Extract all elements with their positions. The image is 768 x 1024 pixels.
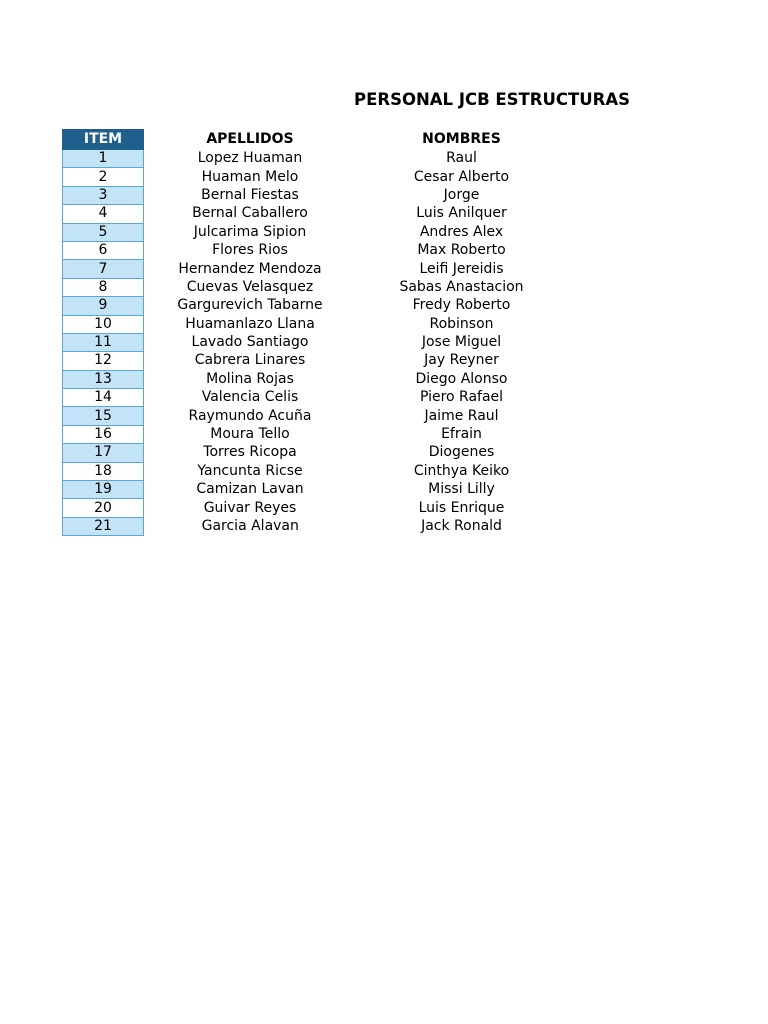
apellidos-cell: Valencia Celis [201, 389, 299, 406]
apellidos-cell: Bernal Caballero [192, 205, 308, 222]
apellidos-cell: Lavado Santiago [191, 334, 309, 351]
nombres-cell: Missi Lilly [428, 481, 495, 498]
nombres-cell: Luis Enrique [418, 499, 505, 516]
header-row [63, 130, 567, 150]
nombres-cell: Luis Anilquer [416, 205, 507, 222]
nombres-cell: Robinson [429, 315, 494, 332]
table-row [63, 444, 567, 462]
nombres-cell: Fredy Roberto [412, 297, 511, 314]
apellidos-cell: Raymundo Acuña [188, 407, 312, 424]
item-cell: 19 [63, 481, 144, 499]
nombres-cell: Jose Miguel [421, 334, 502, 351]
table-row [63, 352, 567, 370]
table-row [63, 205, 567, 223]
apellidos-cell: Guivar Reyes [203, 499, 297, 516]
item-cell: 10 [63, 315, 144, 333]
apellidos-cell: Yancunta Ricse [197, 462, 303, 479]
item-cell: 13 [63, 370, 144, 388]
table-row [63, 223, 567, 241]
table-row [63, 370, 567, 388]
personnel-table [62, 129, 567, 536]
nombres-cell: Cesar Alberto [413, 168, 510, 185]
table-row [63, 389, 567, 407]
table-row [63, 260, 567, 278]
apellidos-cell: Huamanlazo Llana [185, 315, 315, 332]
table-body [63, 150, 567, 536]
apellidos-cell: Garcia Alavan [201, 518, 299, 534]
apellidos-cell: Cabrera Linares [194, 352, 306, 369]
table-row [63, 517, 567, 535]
item-cell: 4 [63, 205, 144, 223]
apellidos-cell: Cuevas Velasquez [186, 278, 314, 295]
apellidos-cell: Lopez Huaman [197, 150, 303, 167]
table-row [63, 462, 567, 480]
nombres-cell: Jorge [443, 186, 480, 203]
nombres-cell: Raul [446, 150, 477, 167]
item-cell: 6 [63, 241, 144, 259]
nombres-cell: Diogenes [428, 444, 495, 461]
nombres-cell: Andres Alex [419, 223, 504, 240]
nombres-cell: Diego Alonso [415, 370, 508, 387]
table-row [63, 481, 567, 499]
column-header-item: ITEM [63, 130, 144, 150]
item-cell: 9 [63, 297, 144, 315]
nombres-cell: Jay Reyner [424, 352, 499, 369]
column-header-apellidos: APELLIDOS [206, 131, 294, 147]
nombres-cell: Sabas Anastacion [399, 278, 524, 295]
nombres-cell: Leifi Jereidis [419, 260, 504, 277]
item-cell: 8 [63, 278, 144, 296]
apellidos-cell: Molina Rojas [206, 370, 294, 387]
apellidos-cell: Julcarima Sipion [193, 223, 307, 240]
table-row [63, 150, 567, 168]
item-cell: 1 [63, 150, 144, 168]
item-cell: 7 [63, 260, 144, 278]
item-cell: 11 [63, 333, 144, 351]
item-cell: 17 [63, 444, 144, 462]
item-cell: 12 [63, 352, 144, 370]
column-header-nombres: NOMBRES [422, 131, 501, 147]
item-cell: 16 [63, 425, 144, 443]
table-row [63, 407, 567, 425]
apellidos-cell: Moura Tello [210, 426, 290, 443]
page-title: PERSONAL JCB ESTRUCTURAS [354, 90, 631, 109]
nombres-cell: Efrain [441, 426, 482, 443]
apellidos-cell: Flores Rios [212, 242, 288, 259]
item-cell: 5 [63, 223, 144, 241]
apellidos-cell: Gargurevich Tabarne [177, 297, 323, 314]
table-row [63, 297, 567, 315]
table-row [63, 241, 567, 259]
apellidos-cell: Torres Ricopa [203, 444, 297, 461]
item-cell: 14 [63, 389, 144, 407]
item-cell: 3 [63, 186, 144, 204]
table-row [63, 425, 567, 443]
table-row [63, 186, 567, 204]
nombres-cell: Jack Ronald [421, 518, 502, 534]
item-cell: 20 [63, 499, 144, 517]
table-row [63, 315, 567, 333]
item-cell: 15 [63, 407, 144, 425]
table-row [63, 278, 567, 296]
table-row [63, 499, 567, 517]
apellidos-cell: Camizan Lavan [196, 481, 304, 498]
apellidos-cell: Bernal Fiestas [201, 186, 299, 203]
item-cell: 21 [63, 517, 144, 535]
apellidos-cell: Huaman Melo [201, 168, 299, 185]
item-cell: 18 [63, 462, 144, 480]
item-cell: 2 [63, 168, 144, 186]
apellidos-cell: Hernandez Mendoza [178, 260, 322, 277]
nombres-cell: Piero Rafael [419, 389, 504, 406]
title-cell [348, 88, 631, 112]
table-row [63, 333, 567, 351]
nombres-cell: Max Roberto [417, 242, 506, 259]
nombres-cell: Cinthya Keiko [413, 462, 510, 479]
table-row [63, 168, 567, 186]
nombres-cell: Jaime Raul [424, 407, 499, 424]
